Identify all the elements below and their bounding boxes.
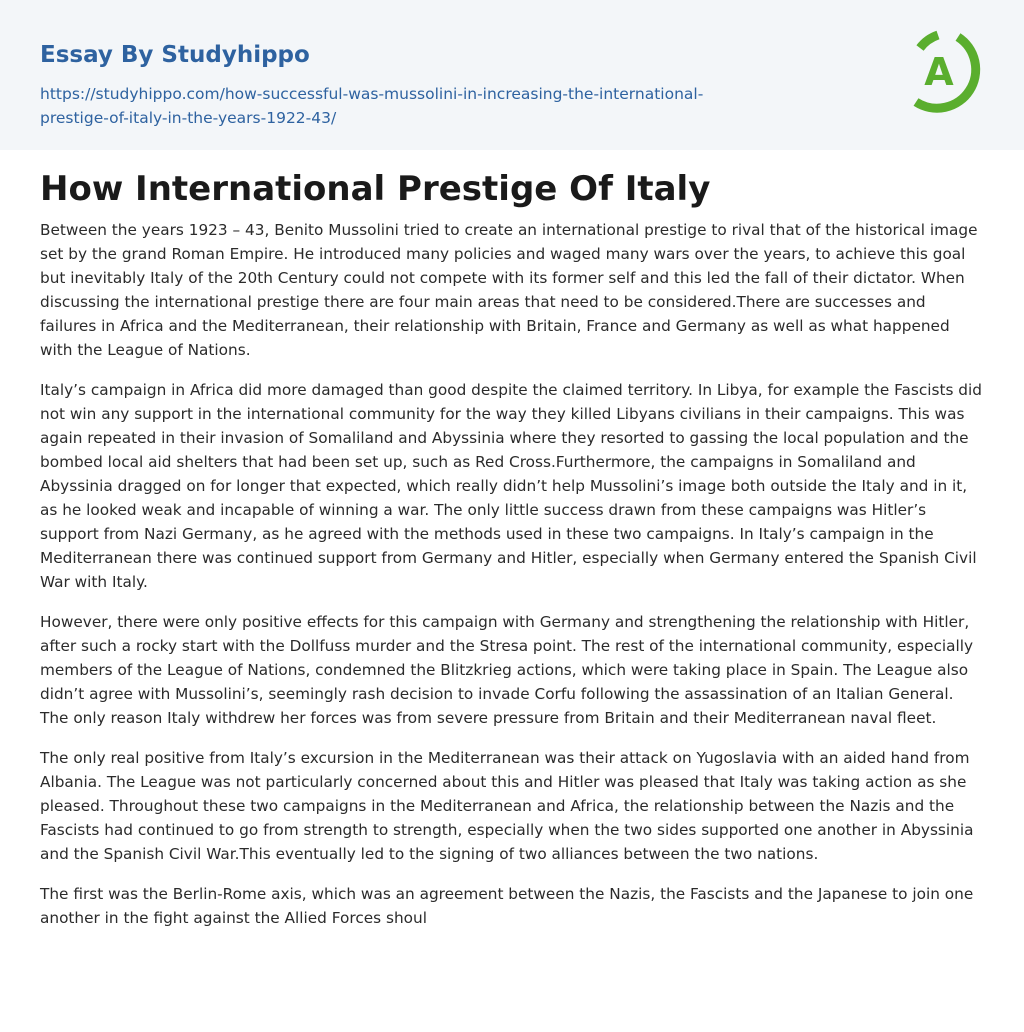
essay-content (40, 150, 984, 946)
essay-paragraph: The first was the Berlin-Rome axis, which was an agreement between the Nazis, the Fascists and the Japanese to join one another in the fight against the Allied Forces shoul (40, 885, 974, 927)
site-header (0, 0, 1024, 150)
essay-paragraph: Between the years 1923 – 43, Benito Mussolini tried to create an international prestige to rival that of the historical image set by the grand Roman Empire. He introduced many policies and waged many wars over the years, to achieve this goal but inevitably Italy of the 20th Century could not compete with its former self and this led the fall of their dictator. When discussing the international prestige there are four main areas that need to be considered.There are successes and failures in Africa and the Mediterranean, their relationship with Britain, France and Germany as well as what happened with the League of Nations. (40, 221, 978, 359)
source-url-line-2: prestige-of-italy-in-the-years-1922-43/ (40, 109, 337, 127)
essay-paragraph: However, there were only positive effects for this campaign with Germany and strengthening the relationship with Hitler, after such a rocky start with the Dollfuss murder and the Stresa point. The rest of the international community, especially members of the League of Nations, condemned the Blitzkrieg actions, which were taking place in Spain. The League also didn’t agree with Mussolini’s, seemingly rash decision to invade Corfu following the assassination of an Italian General. The only reason Italy withdrew her forces was from severe pressure from Britain and their Mediterranean naval fleet. (40, 613, 974, 727)
logo-letter: A (924, 50, 954, 94)
essay-paragraph: Italy’s campaign in Africa did more damaged than good despite the claimed territory. In Libya, for example the Fascists did not win any support in the international community for the way they killed Libyans civilians in their campaigns. This was again repeated in their invasion of Somaliland and Abyssinia where they resorted to gassing the local population and the bombed local aid shelters that had been set up, such as Red Cross.Furthermore, the campaigns in Somaliland and Abyssinia dragged on for longer that expected, which really didn’t help Mussolini’s image both outside the Italy and in it, as he looked weak and incapable of winning a war. The only little success drawn from these campaigns was Hitler’s support from Nazi Germany, as he agreed with the methods used in these two campaigns. In Italy’s campaign in the Mediterranean there was continued support from Germany and Hitler, especially when Germany entered the Spanish Civil War with Italy. (40, 381, 982, 591)
studyhippo-logo-icon (898, 28, 986, 116)
essay-title: How International Prestige Of Italy (40, 169, 711, 209)
brand-title: Essay By Studyhippo (40, 42, 310, 68)
source-url-link[interactable] (40, 82, 800, 130)
essay-paragraph: The only real positive from Italy’s excursion in the Mediterranean was their attack on Yugoslavia with an aided hand from Albania. The League was not particularly concerned about this and Hitler was pleased that Italy was taking action as she pleased. Throughout these two campaigns in the Mediterranean and Africa, the relationship between the Nazis and the Fascists had continued to go from strength to strength, especially when the two sides supported one another in Abyssinia and the Spanish Civil War.This eventually led to the signing of two alliances between the two nations. (40, 749, 974, 863)
source-url-line-1: https://studyhippo.com/how-successful-was-mussolini-in-increasing-the-international- (40, 85, 704, 103)
